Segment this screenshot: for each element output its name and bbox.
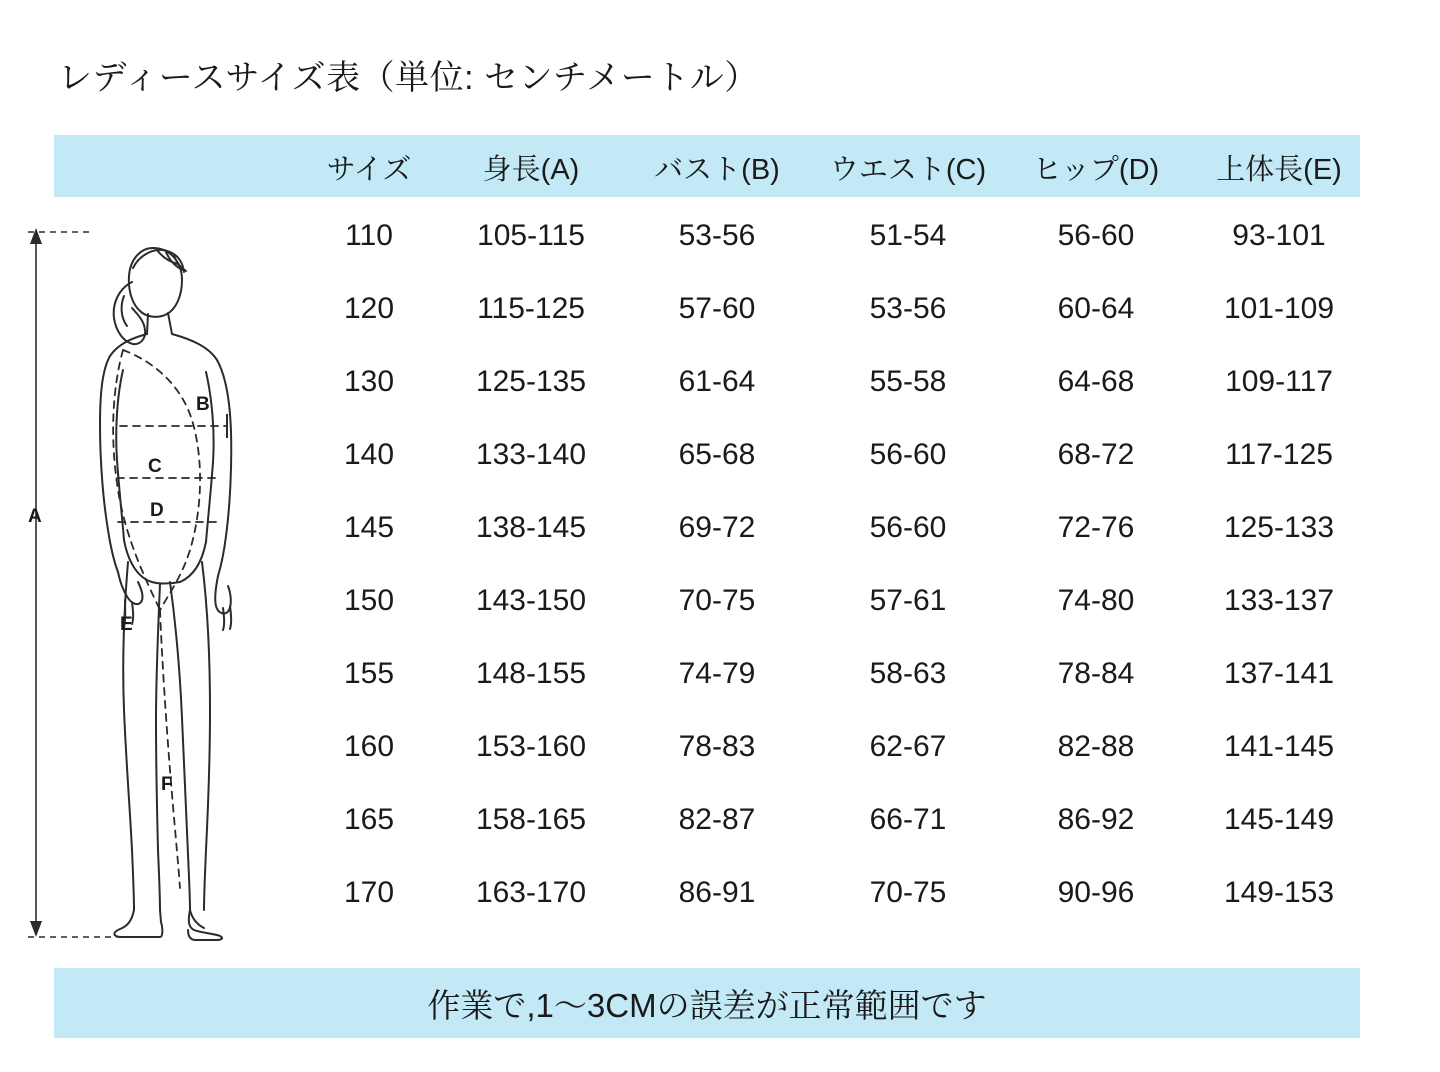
- cell-torso: 133-137: [1223, 583, 1335, 617]
- label-b: B: [196, 394, 210, 415]
- cell-torso: 125-133: [1223, 510, 1335, 544]
- cell-waist: 55-58: [869, 364, 947, 398]
- cell-height: 143-150: [475, 583, 587, 617]
- cell-waist: 56-60: [869, 510, 947, 544]
- cell-size: 145: [343, 510, 395, 544]
- cell-torso: 93-101: [1232, 218, 1326, 252]
- cell-waist: 56-60: [869, 437, 947, 471]
- cell-height: 125-135: [475, 364, 587, 398]
- cell-height: 133-140: [475, 437, 587, 471]
- label-a: A: [28, 506, 42, 527]
- arrow-up-icon: [30, 228, 42, 244]
- arrow-down-icon: [30, 921, 42, 937]
- table-row: [300, 710, 1372, 783]
- table-header-row: [300, 135, 1372, 199]
- cell-torso: 137-141: [1223, 656, 1335, 690]
- table-row: [300, 783, 1372, 856]
- cell-bust: 65-68: [678, 437, 756, 471]
- table-row: [300, 199, 1372, 272]
- cell-waist: 66-71: [869, 802, 947, 836]
- cell-hip: 68-72: [1057, 437, 1135, 471]
- cell-height: 138-145: [475, 510, 587, 544]
- cell-waist: 58-63: [869, 656, 947, 690]
- table-row: [300, 272, 1372, 345]
- cell-waist: 51-54: [869, 218, 947, 252]
- cell-torso: 101-109: [1223, 291, 1335, 325]
- column-header-waist: ウエスト(C): [829, 153, 987, 186]
- cell-hip: 82-88: [1057, 729, 1135, 763]
- cell-height: 153-160: [475, 729, 587, 763]
- column-header-height: 身長(A): [482, 153, 580, 186]
- size-table-container: [300, 135, 1360, 929]
- column-header-bust: バスト(B): [654, 153, 780, 186]
- table-row: [300, 856, 1372, 929]
- cell-bust: 69-72: [678, 510, 756, 544]
- label-c: C: [148, 456, 162, 477]
- cell-height: 163-170: [475, 875, 587, 909]
- body-measurement-diagram: [20, 210, 300, 950]
- size-table: [300, 135, 1372, 929]
- cell-size: 160: [343, 729, 395, 763]
- table-row: [300, 491, 1372, 564]
- cell-bust: 61-64: [678, 364, 756, 398]
- cell-hip: 60-64: [1057, 291, 1135, 325]
- cell-height: 158-165: [475, 802, 587, 836]
- cell-size: 170: [343, 875, 395, 909]
- label-e: E: [120, 614, 133, 635]
- cell-height: 148-155: [475, 656, 587, 690]
- label-f: F: [161, 774, 173, 795]
- cell-height: 105-115: [477, 218, 585, 252]
- column-header-size: サイズ: [326, 153, 412, 186]
- figure-svg: [20, 210, 300, 950]
- footer-note-band: [54, 968, 1360, 1038]
- cell-hip: 64-68: [1057, 364, 1135, 398]
- column-header-torso: 上体長(E): [1216, 153, 1342, 186]
- cell-size: 140: [343, 437, 395, 471]
- cell-waist: 57-61: [869, 583, 947, 617]
- cell-torso: 145-149: [1223, 802, 1335, 836]
- table-row: [300, 564, 1372, 637]
- page-title: レディースサイズ表（単位: センチメートル）: [58, 59, 759, 97]
- cell-bust: 70-75: [678, 583, 756, 617]
- cell-height: 115-125: [477, 291, 585, 325]
- cell-hip: 86-92: [1057, 802, 1135, 836]
- cell-waist: 62-67: [869, 729, 947, 763]
- footer-note: 作業で,1～3CMの誤差が正常範囲です: [427, 986, 987, 1024]
- cell-hip: 78-84: [1057, 656, 1135, 690]
- cell-size: 165: [343, 802, 395, 836]
- column-header-hip: ヒップ(D): [1032, 153, 1160, 186]
- cell-torso: 109-117: [1225, 364, 1333, 398]
- cell-bust: 78-83: [678, 729, 756, 763]
- cell-hip: 56-60: [1057, 218, 1135, 252]
- cell-bust: 86-91: [678, 875, 756, 909]
- cell-size: 130: [343, 364, 395, 398]
- cell-hip: 74-80: [1057, 583, 1135, 617]
- table-row: [300, 637, 1372, 710]
- cell-size: 155: [343, 656, 395, 690]
- cell-torso: 149-153: [1223, 875, 1335, 909]
- cell-size: 110: [345, 218, 393, 252]
- cell-bust: 57-60: [678, 291, 756, 325]
- cell-waist: 70-75: [869, 875, 947, 909]
- table-row: [300, 345, 1372, 418]
- cell-bust: 53-56: [678, 218, 756, 252]
- cell-torso: 117-125: [1225, 437, 1333, 471]
- cell-bust: 74-79: [678, 656, 756, 690]
- cell-hip: 72-76: [1057, 510, 1135, 544]
- label-d: D: [150, 500, 164, 521]
- cell-hip: 90-96: [1057, 875, 1135, 909]
- cell-size: 120: [343, 291, 395, 325]
- cell-torso: 141-145: [1223, 729, 1335, 763]
- table-row: [300, 418, 1372, 491]
- cell-bust: 82-87: [678, 802, 756, 836]
- cell-size: 150: [343, 583, 395, 617]
- cell-waist: 53-56: [869, 291, 947, 325]
